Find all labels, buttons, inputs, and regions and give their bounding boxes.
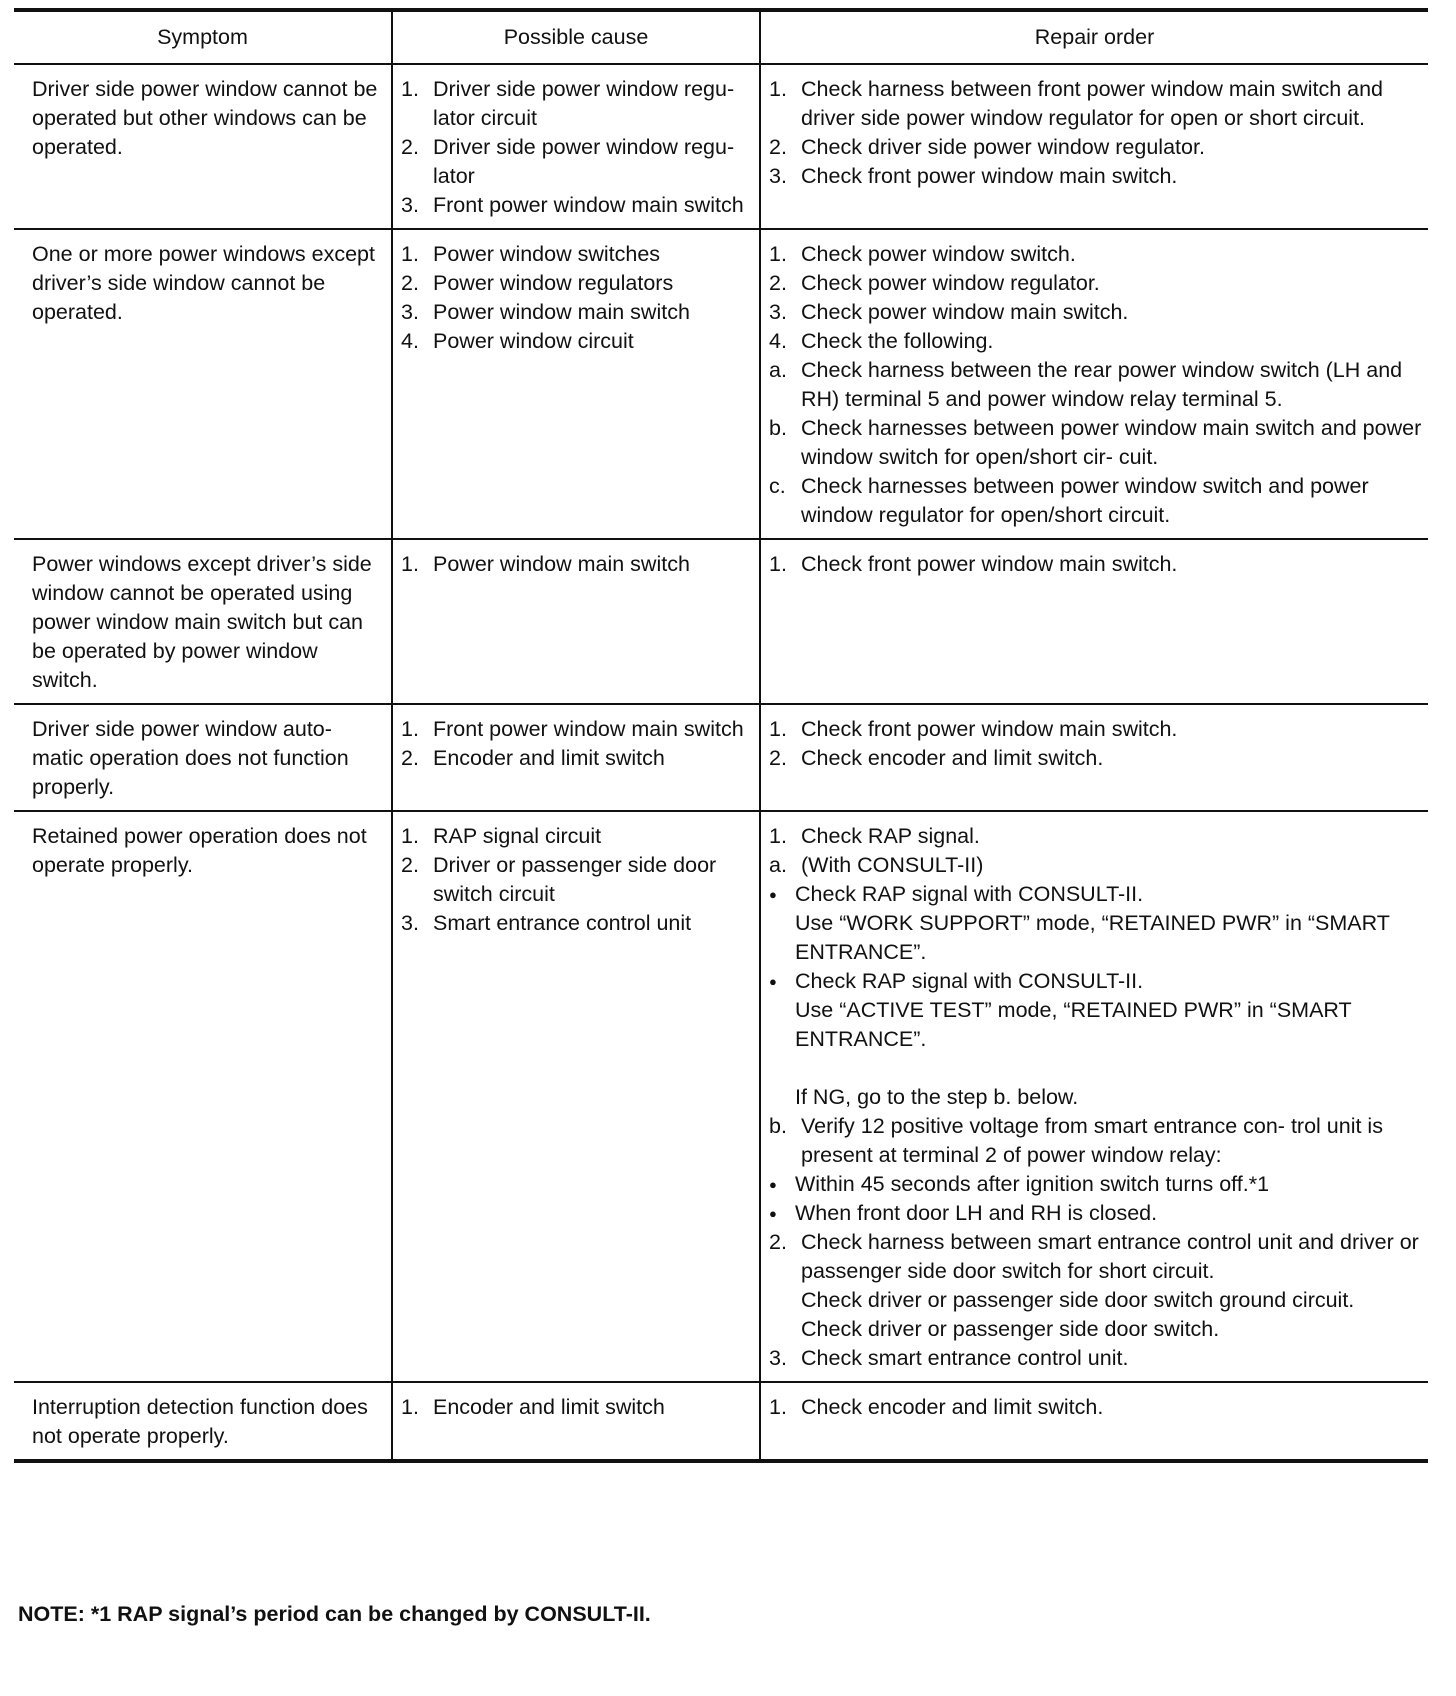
cause-item [401,191,753,220]
cause-text: Driver or passenger side door switch circuit [433,853,717,906]
repair-text: If NG, go to the step b. below. [795,1085,1079,1109]
list-marker: 2. [769,1230,787,1254]
table-row [14,1382,1428,1461]
repair-step [769,744,1422,773]
cause-text: Power window switches [433,242,661,266]
repair-step [769,269,1422,298]
bullet-icon: ● [769,974,777,989]
possible-cause-cell [392,704,760,811]
cause-text: Driver side power window regu- lator [433,135,735,188]
cause-text: RAP signal circuit [433,824,602,848]
cause-item [401,240,753,269]
repair-step [769,240,1422,269]
cause-item [401,550,753,579]
list-marker: 1. [769,717,787,741]
repair-step [769,327,1422,356]
repair-text: Check RAP signal. [801,824,980,848]
list-marker: 1. [769,1395,787,1419]
repair-step [769,472,1422,530]
header-possible-cause: Possible cause [392,10,760,64]
repair-step [769,967,1422,996]
repair-text: Check smart entrance control unit. [801,1346,1129,1370]
list-marker: 3. [769,300,787,324]
repair-step [769,1344,1422,1373]
repair-text: Check encoder and limit switch. [801,746,1104,770]
troubleshooting-table-container [14,8,1428,1463]
list-marker: 3. [769,1346,787,1370]
list-marker: 2. [769,746,787,770]
table-row [14,539,1428,704]
repair-text: Check harnesses between power window switch and power window regulator for open/short circuit. [801,474,1369,527]
list-marker: 1. [769,552,787,576]
cause-item [401,851,753,909]
table-header-row [14,10,1428,64]
symptom-cell: Power windows except driver’s side window cannot be operated using power window main switch but can be operated by power window switch. [14,539,392,704]
footnote: NOTE: *1 RAP signal’s period can be changed by CONSULT-II. [18,1602,651,1626]
repair-step [769,1228,1422,1286]
repair-text: Check driver or passenger side door switch. [801,1317,1220,1341]
header-repair-order: Repair order [760,10,1428,64]
list-marker: 3. [401,193,419,217]
cause-text: Power window circuit [433,329,634,353]
list-marker: 2. [401,271,419,295]
cause-item [401,822,753,851]
table-row [14,704,1428,811]
repair-text: Check harness between smart entrance control unit and driver or passenger side door switch for short circuit. [801,1230,1419,1283]
repair-step [769,356,1422,414]
spacer [769,1054,1422,1083]
list-marker: 3. [401,911,419,935]
repair-text: Check front power window main switch. [801,552,1178,576]
repair-order-cell [760,64,1428,229]
header-symptom: Symptom [14,10,392,64]
table-row [14,811,1428,1382]
repair-step [769,1199,1422,1228]
repair-step [769,1286,1422,1315]
cause-text: Front power window main switch [433,193,744,217]
list-marker: 2. [401,135,419,159]
cause-text: Driver side power window regu- lator circuit [433,77,735,130]
repair-text: Check front power window main switch. [801,717,1178,741]
repair-step [769,909,1422,967]
list-marker: 4. [401,329,419,353]
repair-text: Check front power window main switch. [801,164,1178,188]
repair-text: Verify 12 positive voltage from smart entrance con- trol unit is present at terminal 2 of power window relay: [801,1114,1383,1167]
repair-text: Use “WORK SUPPORT” mode, “RETAINED PWR” in “SMART ENTRANCE”. [795,911,1390,964]
repair-order-cell [760,1382,1428,1461]
cause-item [401,909,753,938]
list-marker: 3. [769,164,787,188]
table-body [14,64,1428,1461]
possible-cause-cell [392,1382,760,1461]
list-marker: c. [769,474,786,498]
cause-item [401,327,753,356]
list-marker: 1. [401,77,419,101]
cause-item [401,1393,753,1422]
cause-text: Encoder and limit switch [433,1395,665,1419]
cause-text: Power window regulators [433,271,674,295]
table-row [14,64,1428,229]
cause-item [401,269,753,298]
repair-text: Check encoder and limit switch. [801,1395,1104,1419]
list-marker: 2. [401,746,419,770]
repair-step [769,298,1422,327]
repair-step [769,414,1422,472]
repair-order-cell [760,229,1428,539]
repair-text: Check the following. [801,329,994,353]
repair-text: Within 45 seconds after ignition switch turns off.*1 [795,1172,1270,1196]
repair-step [769,1170,1422,1199]
repair-step [769,822,1422,851]
cause-text: Smart entrance control unit [433,911,692,935]
list-marker: 4. [769,329,787,353]
repair-step [769,1112,1422,1170]
repair-text: Check harness between front power window main switch and driver side power window regulator for open or short circuit. [801,77,1383,130]
repair-text: Check harnesses between power window main switch and power window switch for open/short cir- cuit. [801,416,1422,469]
repair-step [769,1393,1422,1422]
list-marker: 1. [401,824,419,848]
list-marker: 1. [769,242,787,266]
repair-step [769,133,1422,162]
repair-text: Check power window main switch. [801,300,1129,324]
symptom-cell: Interruption detection function does not operate properly. [14,1382,392,1461]
repair-text: Check power window switch. [801,242,1076,266]
bullet-icon: ● [769,1177,777,1192]
cause-item [401,744,753,773]
cause-item [401,715,753,744]
possible-cause-cell [392,64,760,229]
bullet-icon: ● [769,1206,777,1221]
symptom-cell: Driver side power window auto- matic operation does not function properly. [14,704,392,811]
repair-text: Check RAP signal with CONSULT-II. [795,882,1144,906]
repair-text: Check driver or passenger side door switch ground circuit. [801,1288,1355,1312]
possible-cause-cell [392,811,760,1382]
list-marker: 1. [401,242,419,266]
cause-text: Front power window main switch [433,717,744,741]
repair-order-cell [760,811,1428,1382]
list-marker: b. [769,416,787,440]
repair-text: Check power window regulator. [801,271,1100,295]
list-marker: 1. [401,552,419,576]
possible-cause-cell [392,229,760,539]
repair-step [769,1083,1422,1112]
cause-text: Power window main switch [433,552,690,576]
list-marker: 1. [401,717,419,741]
list-marker: 3. [401,300,419,324]
repair-step [769,880,1422,909]
list-marker: 1. [769,77,787,101]
repair-step [769,715,1422,744]
repair-text: (With CONSULT-II) [801,853,984,877]
list-marker: a. [769,853,787,877]
list-marker: b. [769,1114,787,1138]
symptom-cell: One or more power windows except driver’s side window cannot be operated. [14,229,392,539]
repair-text: Check driver side power window regulator. [801,135,1205,159]
repair-step [769,996,1422,1054]
cause-item [401,133,753,191]
cause-item [401,298,753,327]
cause-text: Encoder and limit switch [433,746,665,770]
possible-cause-cell [392,539,760,704]
list-marker: 1. [401,1395,419,1419]
repair-order-cell [760,539,1428,704]
symptom-cell: Driver side power window cannot be operated but other windows can be operated. [14,64,392,229]
list-marker: 2. [769,135,787,159]
list-marker: 2. [769,271,787,295]
bullet-icon: ● [769,887,777,902]
troubleshooting-table [14,8,1428,1463]
repair-text: Check RAP signal with CONSULT-II. [795,969,1144,993]
repair-order-cell [760,704,1428,811]
repair-step [769,75,1422,133]
list-marker: a. [769,358,787,382]
repair-step [769,1315,1422,1344]
repair-text: Check harness between the rear power window switch (LH and RH) terminal 5 and power window relay terminal 5. [801,358,1403,411]
table-row [14,229,1428,539]
list-marker: 1. [769,824,787,848]
list-marker: 2. [401,853,419,877]
repair-step [769,162,1422,191]
cause-text: Power window main switch [433,300,690,324]
repair-text: When front door LH and RH is closed. [795,1201,1158,1225]
repair-text: Use “ACTIVE TEST” mode, “RETAINED PWR” in “SMART ENTRANCE”. [795,998,1352,1051]
repair-step [769,851,1422,880]
cause-item [401,75,753,133]
repair-step [769,550,1422,579]
symptom-cell: Retained power operation does not operate properly. [14,811,392,1382]
